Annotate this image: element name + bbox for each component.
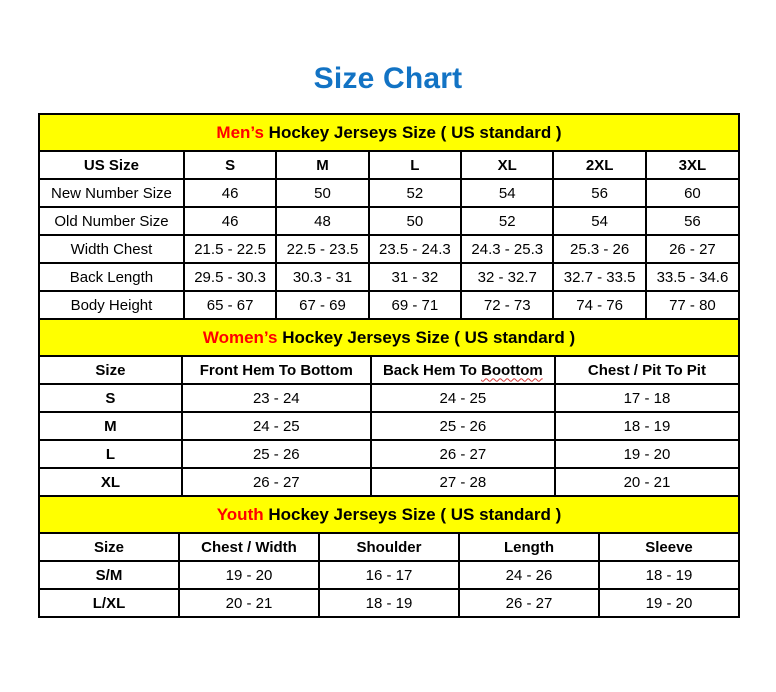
womens-data-cell: 17 - 18 bbox=[555, 384, 739, 412]
mens-data-cell: 21.5 - 22.5 bbox=[184, 235, 276, 263]
mens-data-cell: 29.5 - 30.3 bbox=[184, 263, 276, 291]
mens-caption-highlight: Men’s bbox=[216, 122, 264, 142]
mens-data-cell: 46 bbox=[184, 179, 276, 207]
mens-table-row bbox=[39, 291, 739, 319]
youth-header-cell: Length bbox=[459, 533, 599, 561]
mens-data-cell: 48 bbox=[276, 207, 368, 235]
youth-caption-rest: Hockey Jerseys Size ( US standard ) bbox=[263, 504, 562, 524]
youth-header-cell: Chest / Width bbox=[179, 533, 319, 561]
womens-data-cell: 24 - 25 bbox=[371, 384, 555, 412]
mens-table-row bbox=[39, 235, 739, 263]
womens-data-cell: 18 - 19 bbox=[555, 412, 739, 440]
youth-caption-band bbox=[39, 496, 739, 533]
womens-header-cell bbox=[371, 356, 555, 384]
youth-data-cell: 16 - 17 bbox=[319, 561, 459, 589]
womens-data-cell: 27 - 28 bbox=[371, 468, 555, 496]
youth-header-cell: Sleeve bbox=[599, 533, 739, 561]
womens-table-row bbox=[39, 384, 739, 412]
mens-caption-band bbox=[39, 114, 739, 151]
mens-header-cell: US Size bbox=[39, 151, 184, 179]
mens-data-cell: 50 bbox=[369, 207, 461, 235]
mens-caption-row bbox=[39, 114, 739, 151]
mens-data-cell: 74 - 76 bbox=[553, 291, 645, 319]
womens-data-cell: 25 - 26 bbox=[371, 412, 555, 440]
mens-caption-rest: Hockey Jerseys Size ( US standard ) bbox=[263, 122, 562, 142]
mens-data-cell: 32.7 - 33.5 bbox=[553, 263, 645, 291]
mens-data-cell: 52 bbox=[369, 179, 461, 207]
womens-table-row bbox=[39, 440, 739, 468]
womens-data-cell: 24 - 25 bbox=[182, 412, 371, 440]
mens-table-row bbox=[39, 207, 739, 235]
mens-data-cell: 25.3 - 26 bbox=[553, 235, 645, 263]
womens-caption-row bbox=[39, 319, 739, 356]
mens-data-cell: 56 bbox=[646, 207, 739, 235]
womens-table-row bbox=[39, 412, 739, 440]
mens-data-cell: 24.3 - 25.3 bbox=[461, 235, 553, 263]
womens-header-cell: Chest / Pit To Pit bbox=[555, 356, 739, 384]
mens-header-row bbox=[39, 151, 739, 179]
womens-header-cell: Front Hem To Bottom bbox=[182, 356, 371, 384]
mens-data-cell: 31 - 32 bbox=[369, 263, 461, 291]
youth-table-row bbox=[39, 589, 739, 617]
womens-data-cell: 26 - 27 bbox=[182, 468, 371, 496]
mens-row-label: Back Length bbox=[39, 263, 184, 291]
womens-header-row bbox=[39, 356, 739, 384]
mens-data-cell: 52 bbox=[461, 207, 553, 235]
womens-row-label: L bbox=[39, 440, 182, 468]
youth-row-label: S/M bbox=[39, 561, 179, 589]
youth-header-cell: Shoulder bbox=[319, 533, 459, 561]
womens-data-cell: 25 - 26 bbox=[182, 440, 371, 468]
youth-header-row bbox=[39, 533, 739, 561]
womens-caption-rest: Hockey Jerseys Size ( US standard ) bbox=[277, 327, 576, 347]
mens-data-cell: 60 bbox=[646, 179, 739, 207]
mens-table-row bbox=[39, 263, 739, 291]
youth-data-cell: 24 - 26 bbox=[459, 561, 599, 589]
womens-size-table bbox=[38, 318, 740, 497]
mens-data-cell: 46 bbox=[184, 207, 276, 235]
mens-data-cell: 77 - 80 bbox=[646, 291, 739, 319]
mens-header-cell: XL bbox=[461, 151, 553, 179]
mens-data-cell: 23.5 - 24.3 bbox=[369, 235, 461, 263]
mens-data-cell: 32 - 32.7 bbox=[461, 263, 553, 291]
mens-data-cell: 22.5 - 23.5 bbox=[276, 235, 368, 263]
mens-data-cell: 72 - 73 bbox=[461, 291, 553, 319]
youth-data-cell: 18 - 19 bbox=[319, 589, 459, 617]
womens-header-cell: Size bbox=[39, 356, 182, 384]
mens-data-cell: 26 - 27 bbox=[646, 235, 739, 263]
womens-row-label: XL bbox=[39, 468, 182, 496]
mens-header-cell: 3XL bbox=[646, 151, 739, 179]
youth-data-cell: 19 - 20 bbox=[179, 561, 319, 589]
youth-row-label: L/XL bbox=[39, 589, 179, 617]
womens-data-cell: 26 - 27 bbox=[371, 440, 555, 468]
womens-misspelled-word: Boottom bbox=[481, 361, 543, 379]
youth-table-row bbox=[39, 561, 739, 589]
mens-data-cell: 50 bbox=[276, 179, 368, 207]
womens-data-cell: 20 - 21 bbox=[555, 468, 739, 496]
mens-table-row bbox=[39, 179, 739, 207]
womens-data-cell: 23 - 24 bbox=[182, 384, 371, 412]
womens-caption-highlight: Women’s bbox=[202, 327, 278, 347]
youth-header-cell: Size bbox=[39, 533, 179, 561]
mens-data-cell: 69 - 71 bbox=[369, 291, 461, 319]
mens-data-cell: 33.5 - 34.6 bbox=[646, 263, 739, 291]
mens-header-cell: M bbox=[276, 151, 368, 179]
womens-row-label: S bbox=[39, 384, 182, 412]
mens-data-cell: 30.3 - 31 bbox=[276, 263, 368, 291]
womens-row-label: M bbox=[39, 412, 182, 440]
womens-caption-band bbox=[39, 319, 739, 356]
youth-data-cell: 18 - 19 bbox=[599, 561, 739, 589]
youth-size-table bbox=[38, 495, 740, 618]
mens-size-table bbox=[38, 113, 740, 320]
womens-table-row bbox=[39, 468, 739, 496]
mens-data-cell: 56 bbox=[553, 179, 645, 207]
youth-caption-highlight: Youth bbox=[216, 504, 264, 524]
mens-row-label: Body Height bbox=[39, 291, 184, 319]
mens-data-cell: 54 bbox=[553, 207, 645, 235]
mens-row-label: New Number Size bbox=[39, 179, 184, 207]
mens-data-cell: 54 bbox=[461, 179, 553, 207]
youth-caption-row bbox=[39, 496, 739, 533]
mens-row-label: Width Chest bbox=[39, 235, 184, 263]
youth-data-cell: 19 - 20 bbox=[599, 589, 739, 617]
womens-header-text: Back Hem To bbox=[382, 361, 482, 379]
mens-header-cell: L bbox=[369, 151, 461, 179]
mens-row-label: Old Number Size bbox=[39, 207, 184, 235]
size-tables bbox=[38, 113, 740, 618]
mens-header-cell: S bbox=[184, 151, 276, 179]
mens-data-cell: 67 - 69 bbox=[276, 291, 368, 319]
youth-data-cell: 20 - 21 bbox=[179, 589, 319, 617]
womens-data-cell: 19 - 20 bbox=[555, 440, 739, 468]
mens-header-cell: 2XL bbox=[553, 151, 645, 179]
youth-data-cell: 26 - 27 bbox=[459, 589, 599, 617]
mens-data-cell: 65 - 67 bbox=[184, 291, 276, 319]
page-title: Size Chart bbox=[313, 62, 463, 95]
